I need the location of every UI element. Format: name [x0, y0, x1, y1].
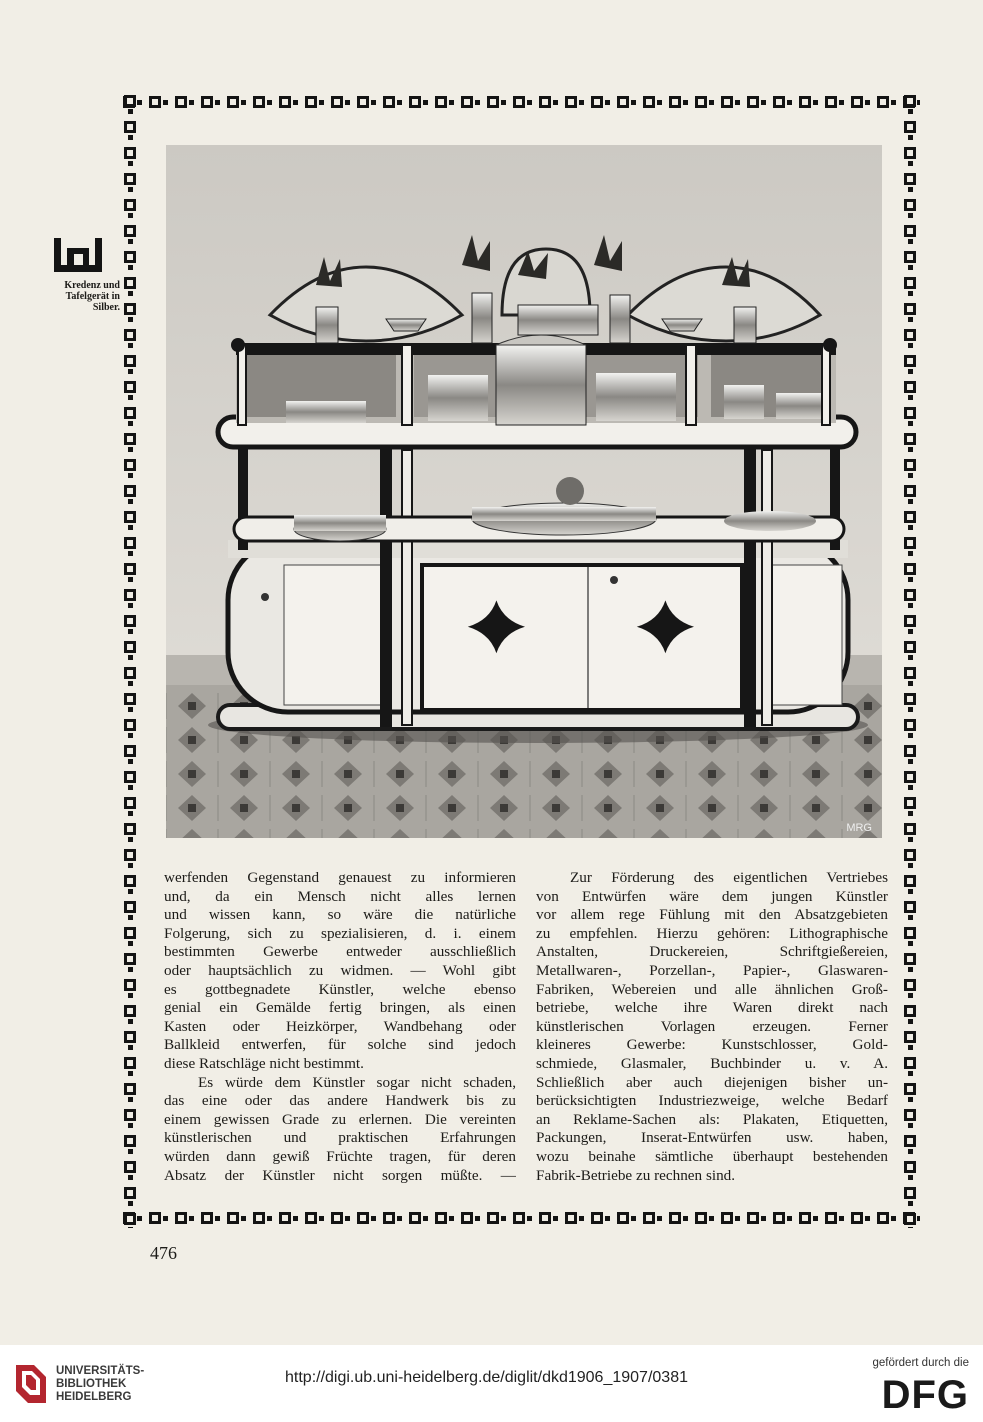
caption-line-3: Silber. — [92, 302, 120, 313]
left-line-3: und wissen kann, so wäre die natürliche — [164, 906, 516, 924]
left-line-1: werfenden Gegenstand genauest zu informieren — [164, 869, 516, 886]
page-number: 476 — [150, 1243, 177, 1263]
right-line-6: Metallwaren-, Porzellan-, Papier-, Glaswaren- — [536, 961, 888, 979]
sideboard-photograph — [166, 145, 882, 838]
left-line-8: genial ein Gemälde fertig bringen, als einen — [164, 999, 516, 1017]
left-line-16: würden dann gewiß Früchte tragen, für deren — [164, 1147, 516, 1165]
right-line-4: zu empfehlen. Hierzu gehören: Lithographische — [536, 924, 888, 942]
left-line-9: Kasten oder Heizkörper, Wandbehang oder — [164, 1017, 516, 1035]
right-line-12: Schließlich aber auch diejenigen bisher un- — [536, 1073, 888, 1091]
right-line-15: Packungen, Inserat-Entwürfen usw. haben, — [536, 1129, 888, 1147]
dfg-logo: DFG — [881, 1373, 969, 1417]
right-line-5: Anstalten, Druckereien, Schriftgießereien, — [536, 943, 888, 961]
left-line-13: das eine oder das andere Handwerk bis zu — [164, 1092, 516, 1110]
text-column-right — [536, 869, 888, 1185]
caption-line-1: Kredenz und — [64, 280, 120, 291]
funding-label: gefördert durch die — [872, 1357, 969, 1369]
library-footer — [0, 1345, 983, 1422]
photo-caption — [40, 280, 120, 313]
frame-border-top — [120, 92, 920, 112]
permalink-url[interactable]: http://digi.ub.uni-heidelberg.de/diglit/dkd1906_1907/0381 — [285, 1369, 688, 1386]
text-column-left — [164, 869, 516, 1185]
caption-line-2: Tafelgerät in — [65, 291, 120, 302]
library-line-3: HEIDELBERG — [56, 1391, 132, 1403]
left-line-7: es gottbegnadete Künstler, welche ebenso — [164, 980, 516, 998]
left-line-4: Folgerung, sich zu spezialisieren, d. i. einem — [164, 924, 516, 942]
left-line-10: Ballkleid entwerfen, für solche sind jedoch — [164, 1036, 516, 1054]
left-line-15: künstlerischen und praktischen Erfahrungen — [164, 1129, 516, 1147]
right-line-1: Zur Förderung des eigentlichen Vertriebes — [570, 869, 888, 886]
right-line-13: berücksichtigten Industriezweige, welche Bedarf — [536, 1092, 888, 1110]
library-line-1: UNIVERSITÄTS- — [56, 1365, 145, 1377]
university-library-name — [56, 1365, 144, 1404]
right-line-11: schmiede, Glasmaler, Buchbinder u. v. A. — [536, 1054, 888, 1072]
right-line-3: vor allem rege Fühlung mit den Absatzgebieten — [536, 906, 888, 924]
right-line-10: kleineres Gewerbe: Kunstschlosser, Gold- — [536, 1036, 888, 1054]
left-line-14: einem gewissen Grade zu erlernen. Die vereinten — [164, 1110, 516, 1128]
right-line-8: betriebe, welche ihre Waren direkt nach — [536, 999, 888, 1017]
monogram-icon — [52, 236, 104, 274]
left-line-12: Es würde dem Künstler sogar nicht schaden, — [198, 1073, 516, 1091]
right-line-7: Fabriken, Webereien und alle ähnlichen Groß- — [536, 980, 888, 998]
library-line-2: BIBLIOTHEK — [56, 1378, 127, 1390]
right-line-14: an Reklame-Sachen als: Plakaten, Etiquetten, — [536, 1110, 888, 1128]
left-line-2: und, da ein Mensch nicht alles lernen — [164, 887, 516, 905]
frame-border-left — [120, 92, 140, 1228]
photo-signature: MRG — [846, 822, 872, 834]
frame-border-bottom — [120, 1208, 920, 1228]
right-line-17: Fabrik-Betriebe zu rechnen sind. — [536, 1166, 736, 1184]
left-line-11: diese Ratschläge nicht bestimmt. — [164, 1054, 364, 1072]
left-line-17: Absatz der Künstler nicht sorgen müßte. — — [164, 1166, 516, 1184]
frame-border-right — [900, 92, 920, 1228]
right-line-2: von Entwürfen wäre dem jungen Künstler — [536, 887, 888, 905]
left-line-5: bestimmten Gewerbe entweder ausschließlich — [164, 943, 516, 961]
right-line-16: wozu beinahe sämtliche überhaupt bestehenden — [536, 1147, 888, 1165]
university-library-logo-icon — [14, 1363, 48, 1405]
right-line-9: künstlerischen Vorlagen erzeugen. Ferner — [536, 1017, 888, 1035]
left-line-6: oder hauptsächlich zu widmen. — Wohl gibt — [164, 961, 516, 979]
